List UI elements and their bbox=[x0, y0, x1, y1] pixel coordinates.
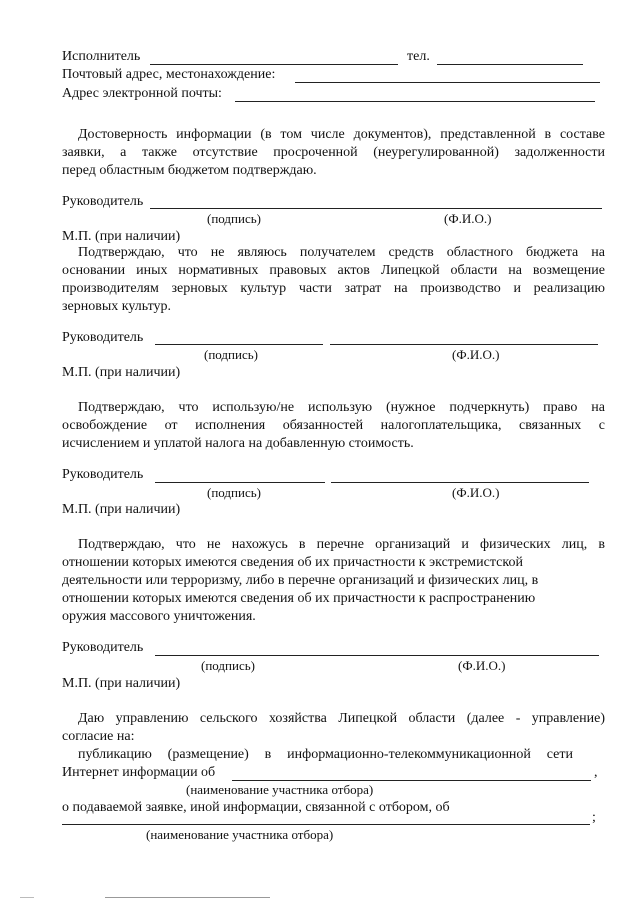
para1-line1: Достоверность информации (в том числе документов), представленной в составе bbox=[78, 127, 605, 142]
para4-line5: оружия массового уничтожения. bbox=[62, 609, 256, 624]
footer-mark bbox=[20, 897, 34, 898]
signature-caption: (подпись) bbox=[201, 658, 255, 673]
phone-line bbox=[437, 64, 583, 65]
email-label: Адрес электронной почты: bbox=[62, 86, 222, 101]
seal-label: М.П. (при наличии) bbox=[62, 502, 181, 517]
para2-line1: Подтверждаю, что не являюсь получателем средств областного бюджета на bbox=[78, 245, 605, 260]
para1-line3: перед областным бюджетом подтверждаю. bbox=[62, 163, 317, 178]
email-line bbox=[235, 101, 595, 102]
para3-line2: освобождение от исполнения обязанностей налогоплательщика, связанных с bbox=[62, 418, 605, 433]
semicolon: ; bbox=[592, 810, 596, 825]
fio-line bbox=[330, 344, 598, 345]
signature-caption: (подпись) bbox=[207, 211, 261, 226]
para5-line6: о подаваемой заявке, иной информации, связанной с отбором, об bbox=[62, 800, 450, 815]
para2-line4: зерновых культур. bbox=[62, 299, 172, 314]
para5-line3: публикацию (размещение) в информационно-телекоммуникационной сети bbox=[78, 747, 573, 762]
postal-line bbox=[295, 82, 600, 83]
phone-label: тел. bbox=[407, 49, 430, 64]
para4-line1: Подтверждаю, что не нахожусь в перечне организаций и физических лиц, в bbox=[78, 537, 605, 552]
participant-caption-2: (наименование участника отбора) bbox=[146, 827, 334, 842]
fio-caption: (Ф.И.О.) bbox=[458, 658, 506, 673]
head-label: Руководитель bbox=[62, 194, 144, 209]
head-line bbox=[150, 208, 602, 209]
signature-caption: (подпись) bbox=[207, 485, 261, 500]
footer-line bbox=[105, 897, 270, 898]
head-label: Руководитель bbox=[62, 330, 144, 345]
para5-line1: Даю управлению сельского хозяйства Липецкой области (далее - управление) bbox=[78, 711, 605, 726]
para2-line2: основании иных нормативных правовых актов Липецкой области на возмещение bbox=[62, 263, 605, 278]
participant-line-2 bbox=[62, 824, 590, 825]
para1-line2: заявки, а также отсутствие просроченной (неурегулированной) задолженности bbox=[62, 145, 605, 160]
participant-line-1 bbox=[232, 780, 591, 781]
fio-caption: (Ф.И.О.) bbox=[444, 211, 492, 226]
fio-caption: (Ф.И.О.) bbox=[452, 485, 500, 500]
signature-line bbox=[155, 482, 325, 483]
signature-line bbox=[155, 344, 323, 345]
executor-label: Исполнитель bbox=[62, 49, 141, 64]
head-line bbox=[155, 655, 599, 656]
executor-line bbox=[150, 64, 398, 65]
para5-line4: Интернет информации об bbox=[62, 765, 216, 780]
head-label: Руководитель bbox=[62, 640, 144, 655]
postal-label: Почтовый адрес, местонахождение: bbox=[62, 67, 276, 82]
seal-label: М.П. (при наличии) bbox=[62, 229, 181, 244]
para4-line4: отношении которых имеются сведения об их причастности к распространению bbox=[62, 591, 536, 606]
para2-line3: производителям зерновых культур части затрат на производство и реализацию bbox=[62, 281, 605, 296]
fio-caption: (Ф.И.О.) bbox=[452, 347, 500, 362]
seal-label: М.П. (при наличии) bbox=[62, 365, 181, 380]
fio-line bbox=[331, 482, 589, 483]
comma: , bbox=[594, 765, 598, 780]
para4-line3: деятельности или терроризму, либо в перечне организаций и физических лиц, в bbox=[62, 573, 539, 588]
participant-caption-1: (наименование участника отбора) bbox=[186, 782, 374, 797]
seal-label: М.П. (при наличии) bbox=[62, 676, 181, 691]
para3-line1: Подтверждаю, что использую/не использую (нужное подчеркнуть) право на bbox=[78, 400, 605, 415]
signature-caption: (подпись) bbox=[204, 347, 258, 362]
para3-line3: исчислением и уплатой налога на добавленную стоимость. bbox=[62, 436, 414, 451]
para4-line2: отношении которых имеются сведения об их причастности к экстремистской bbox=[62, 555, 523, 570]
para5-line2: согласие на: bbox=[62, 729, 135, 744]
head-label: Руководитель bbox=[62, 467, 144, 482]
